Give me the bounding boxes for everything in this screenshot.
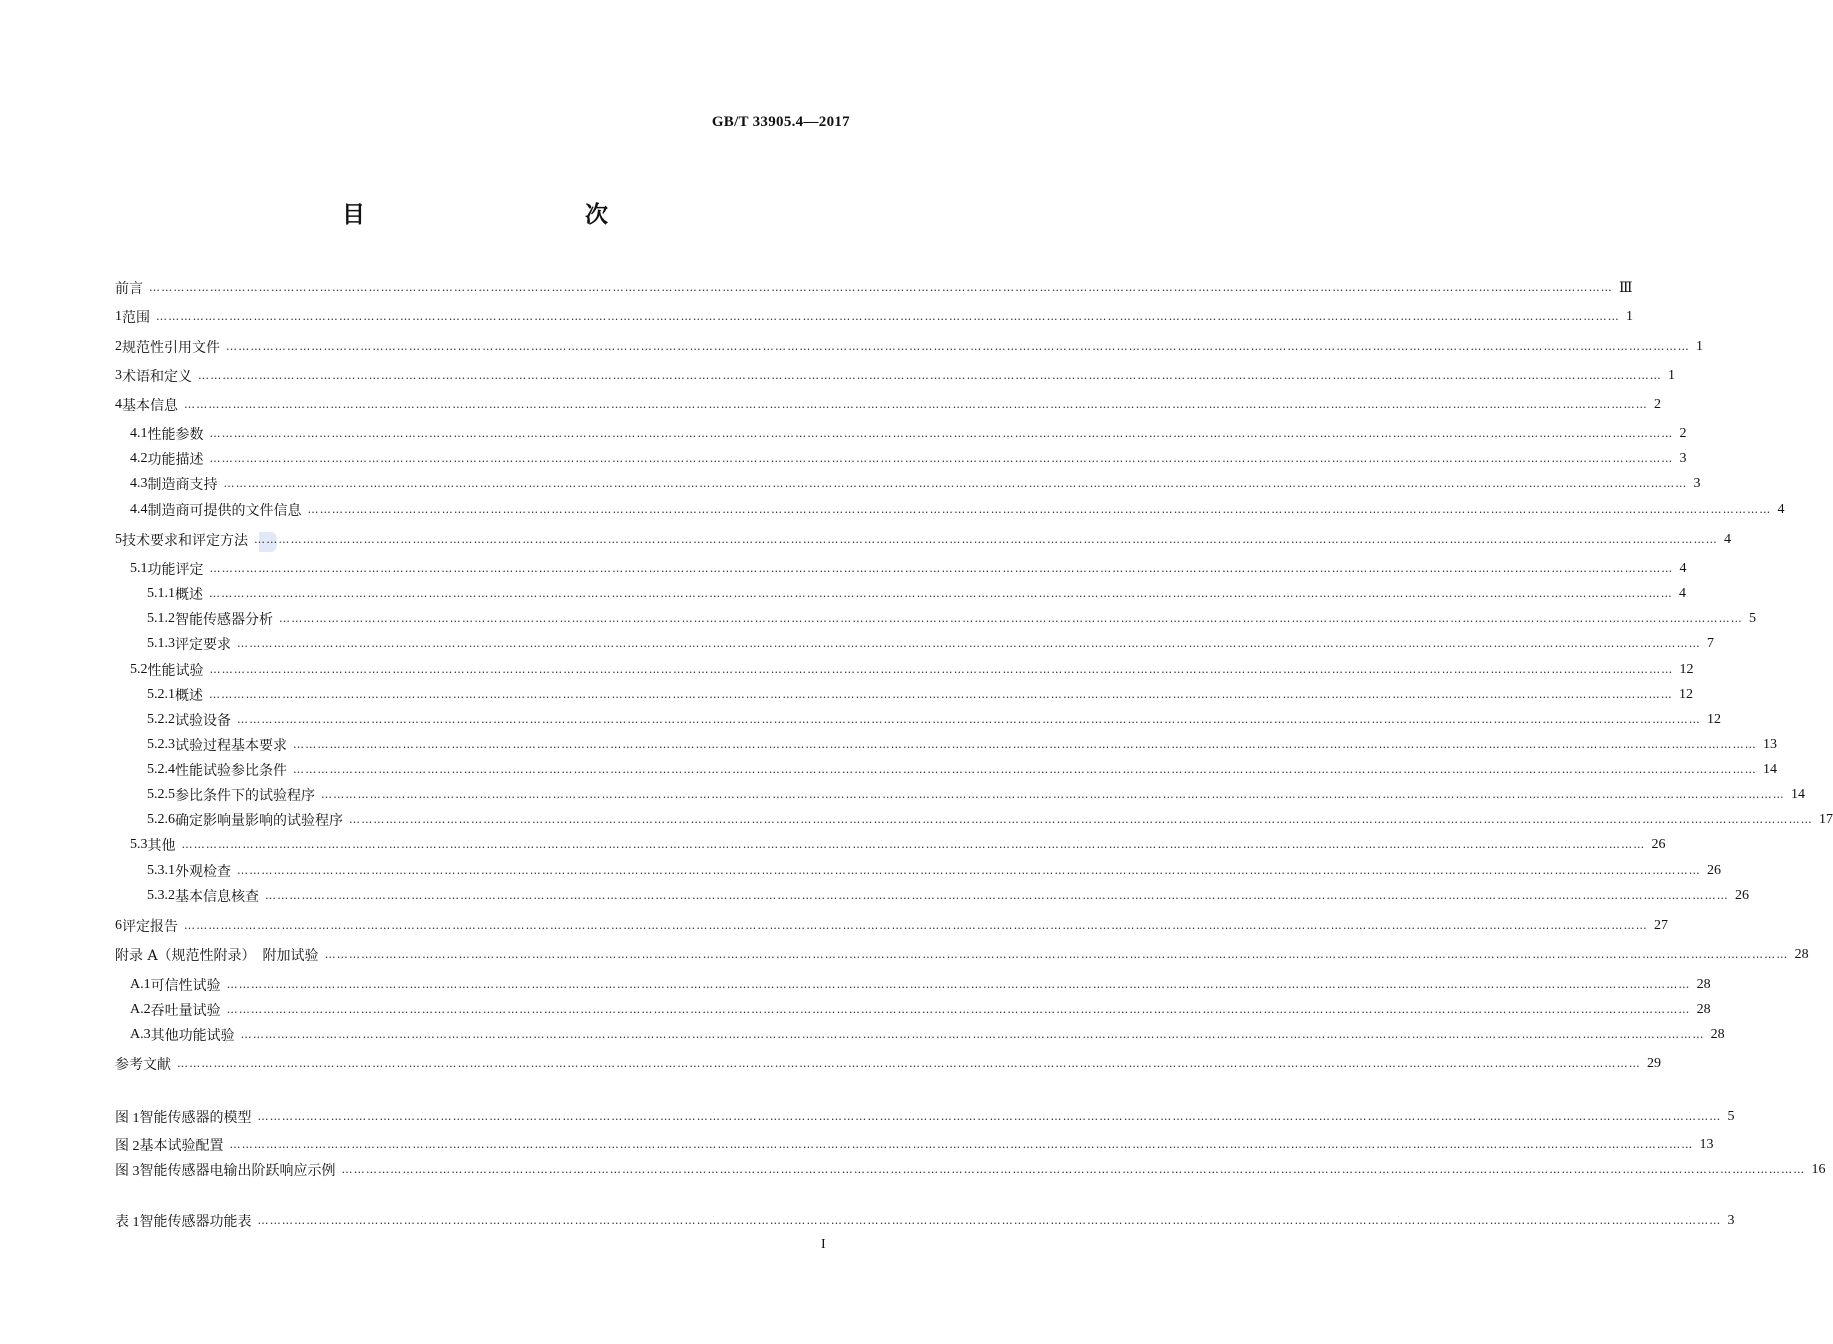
toc-entry-number: A.2 [130, 1002, 151, 1017]
toc-entry[interactable] [147, 709, 1721, 731]
toc-leader-dots: ……………………………………………………………………………………………………………………………………………………………………………………………………………………………………………………………………………………………………………………………… [181, 838, 1646, 851]
toc-entry-number: 2 [115, 339, 122, 354]
toc-entry-label: 范围 [122, 310, 150, 326]
toc-entry-label: 评定报告 [122, 919, 178, 935]
toc-entry-number: 6 [115, 918, 122, 933]
toc-entry-label: 试验设备 [175, 713, 231, 729]
toc-entry-number: 5.2.2 [147, 712, 175, 727]
toc-entry-label: 概述 [175, 587, 203, 603]
toc-entry[interactable] [115, 1210, 1735, 1232]
toc-entry-page: 26 [1651, 837, 1666, 852]
toc-entry-page: 26 [1735, 888, 1749, 903]
toc-entry-label: 附录 A（规范性附录） 附加试验 [115, 948, 319, 964]
toc-entry[interactable] [115, 336, 1703, 358]
toc-entry[interactable] [130, 558, 1687, 580]
toc-leader-dots: ……………………………………………………………………………………………………………………………………………………………………………………………………………………………………………………………………………………………………………………………… [240, 1028, 1705, 1041]
toc-entry[interactable] [147, 759, 1777, 781]
toc-leader-dots: ……………………………………………………………………………………………………………………………………………………………………………………………………………………………………………………………………………………………………………………………… [237, 864, 1701, 877]
toc-leader-dots: ……………………………………………………………………………………………………………………………………………………………………………………………………………………………………………………………………………………………………………………………… [209, 587, 1673, 600]
toc-entry-page: 13 [1763, 737, 1777, 752]
toc-entry[interactable] [130, 499, 1785, 521]
toc-entry-page: 7 [1707, 636, 1714, 651]
toc-entry-label: 试验过程基本要求 [175, 738, 287, 754]
toc-entry-label: 智能传感器的模型 [139, 1110, 252, 1126]
toc-leader-dots: ……………………………………………………………………………………………………………………………………………………………………………………………………………………………………………………………………………………………………………………………… [254, 533, 1718, 546]
toc-leader-dots: ……………………………………………………………………………………………………………………………………………………………………………………………………………………………………………………………………………………………………………………………… [226, 1003, 1691, 1016]
toc-entry-page: 28 [1696, 1002, 1711, 1017]
toc-entry[interactable] [130, 473, 1701, 495]
toc-entry-number: 5 [115, 532, 122, 547]
toc-entry-label: 技术要求和评定方法 [122, 533, 248, 549]
toc-leader-dots: ……………………………………………………………………………………………………………………………………………………………………………………………………………………………………………………………………………………………………………………………… [209, 452, 1674, 465]
toc-entry-number: 5.3.2 [147, 888, 175, 903]
toc-entry-page: 1 [1696, 339, 1703, 354]
toc-entry-page: 1 [1668, 368, 1675, 383]
toc-entry-page: 5 [1749, 611, 1756, 626]
toc-leader-dots: ……………………………………………………………………………………………………………………………………………………………………………………………………………………………………………………………………………………………………………………………… [341, 1163, 1806, 1176]
toc-entry-label: 功能描述 [147, 452, 204, 468]
toc-entry-number: 5.1 [130, 561, 148, 576]
toc-entry[interactable] [115, 306, 1633, 328]
toc-leader-dots: ……………………………………………………………………………………………………………………………………………………………………………………………………………………………………………………………………………………………………………………………… [184, 398, 1648, 411]
toc-entry[interactable] [130, 423, 1687, 445]
toc-leader-dots: ……………………………………………………………………………………………………………………………………………………………………………………………………………………………………………………………………………………………………………………………… [237, 637, 1701, 650]
toc-entry-number: 5.2.4 [147, 762, 175, 777]
toc-entry-page: 29 [1647, 1056, 1661, 1071]
toc-entry-label: 基本信息 [122, 398, 178, 414]
toc-leader-dots: ……………………………………………………………………………………………………………………………………………………………………………………………………………………………………………………………………………………………………………………………… [229, 1138, 1694, 1151]
toc-leader-dots: ……………………………………………………………………………………………………………………………………………………………………………………………………………………………………………………………………………………………………………………………… [257, 1214, 1722, 1227]
toc-entry[interactable] [130, 448, 1687, 470]
toc-entry-label: 智能传感器功能表 [139, 1214, 252, 1230]
toc-entry-label: 智能传感器分析 [175, 612, 273, 628]
toc-entry[interactable] [147, 734, 1777, 756]
toc-leader-dots: ……………………………………………………………………………………………………………………………………………………………………………………………………………………………………………………………………………………………………………………………… [226, 340, 1690, 353]
toc-entry-page: 16 [1811, 1162, 1826, 1177]
toc-leader-dots: ……………………………………………………………………………………………………………………………………………………………………………………………………………………………………………………………………………………………………………………………… [156, 310, 1620, 323]
toc-entry-page: 28 [1794, 947, 1809, 962]
toc-entry-label: 基本试验配置 [139, 1138, 224, 1154]
toc-entry-label: 术语和定义 [122, 369, 192, 385]
toc-entry-page: 3 [1727, 1213, 1735, 1228]
toc-entry-number: 4 [115, 397, 122, 412]
toc-entry-number: 5.3.1 [147, 863, 175, 878]
toc-entry[interactable] [115, 394, 1661, 416]
toc-entry-label: 前言 [115, 281, 143, 297]
toc-leader-dots: ……………………………………………………………………………………………………………………………………………………………………………………………………………………………………………………………………………………………………………………………… [237, 713, 1701, 726]
toc-entry-label: 吞吐量试验 [150, 1003, 221, 1019]
toc-entry[interactable] [147, 784, 1805, 806]
toc-entry-number: 1 [115, 309, 122, 324]
toc-entry-number: 5.3 [130, 837, 148, 852]
toc-entry-page: 4 [1679, 586, 1686, 601]
toc-entry[interactable] [115, 277, 1633, 299]
toc-entry[interactable] [147, 583, 1686, 605]
toc-entry-number: 5.2.1 [147, 687, 175, 702]
toc-entry-label: 制造商支持 [147, 477, 218, 493]
toc-entry-number: 5.2.5 [147, 787, 175, 802]
toc-entry-page: 1 [1626, 309, 1633, 324]
toc-entry-number: 3 [115, 368, 122, 383]
toc-entry[interactable] [130, 974, 1711, 996]
toc-entry[interactable] [115, 1134, 1714, 1156]
toc-entry-label: 规范性引用文件 [122, 340, 220, 356]
toc-leader-dots: ……………………………………………………………………………………………………………………………………………………………………………………………………………………………………………………………………………………………………………………………… [223, 477, 1688, 490]
toc-entry-page: 12 [1707, 712, 1721, 727]
toc-leader-dots: ……………………………………………………………………………………………………………………………………………………………………………………………………………………………………………………………………………………………………………………………… [209, 427, 1674, 440]
toc-leader-dots: ……………………………………………………………………………………………………………………………………………………………………………………………………………………………………………………………………………………………………………………………… [293, 763, 1757, 776]
toc-leader-dots: ……………………………………………………………………………………………………………………………………………………………………………………………………………………………………………………………………………………………………………………………… [198, 369, 1662, 382]
toc-entry-label: 性能试验参比条件 [175, 763, 287, 779]
toc-leader-dots: ……………………………………………………………………………………………………………………………………………………………………………………………………………………………………………………………………………………………………………………………… [209, 562, 1674, 575]
toc-leader-dots: ……………………………………………………………………………………………………………………………………………………………………………………………………………………………………………………………………………………………………………………………… [293, 738, 1757, 751]
standard-code: GB/T 33905.4—2017 [711, 114, 850, 130]
toc-entry-page: 4 [1777, 502, 1785, 517]
toc-entry[interactable] [115, 915, 1668, 937]
page-number: I [821, 1237, 826, 1252]
toc-leader-dots: ……………………………………………………………………………………………………………………………………………………………………………………………………………………………………………………………………………………………………………………………… [307, 503, 1772, 516]
toc-entry-number: 表 1 [115, 1215, 140, 1230]
toc-entry-page: 14 [1791, 787, 1805, 802]
toc-entry-number: 5.2 [130, 662, 148, 677]
toc-entry[interactable] [115, 529, 1731, 551]
toc-entry-label: 外观检查 [175, 864, 231, 880]
toc-entry-label: 性能试验 [147, 663, 204, 679]
toc-entry-number: 图 3 [115, 1164, 140, 1179]
toc-leader-dots: ……………………………………………………………………………………………………………………………………………………………………………………………………………………………………………………………………………………………………………………………… [279, 612, 1743, 625]
toc-entry[interactable] [130, 659, 1694, 681]
toc-entry[interactable] [115, 365, 1675, 387]
toc-entry-number: 5.2.6 [147, 812, 175, 827]
toc-entry[interactable] [147, 885, 1749, 907]
toc-entry[interactable] [130, 834, 1666, 856]
toc-entry-label: 智能传感器电输出阶跃响应示例 [139, 1163, 336, 1179]
toc-entry-number: 4.1 [130, 426, 148, 441]
toc-leader-dots: ……………………………………………………………………………………………………………………………………………………………………………………………………………………………………………………………………………………………………………………………… [324, 948, 1789, 961]
toc-leader-dots: ……………………………………………………………………………………………………………………………………………………………………………………………………………………………………………………………………………………………………………………………… [321, 788, 1785, 801]
toc-entry-number: 图 2 [115, 1139, 140, 1154]
toc-entry[interactable] [115, 944, 1809, 966]
toc-leader-dots: ……………………………………………………………………………………………………………………………………………………………………………………………………………………………………………………………………………………………………………………………… [209, 663, 1674, 676]
toc-entry-label: 功能评定 [147, 562, 204, 578]
toc-leader-dots: ……………………………………………………………………………………………………………………………………………………………………………………………………………………………………………………………………………………………………………………………… [177, 1057, 1641, 1070]
toc-entry-number: 4.4 [130, 502, 148, 517]
toc-entry[interactable] [147, 684, 1693, 706]
toc-entry-page: 5 [1727, 1109, 1735, 1124]
toc-entry[interactable] [130, 1024, 1725, 1046]
toc-entry-number: 5.2.3 [147, 737, 175, 752]
toc-entry-page: 12 [1679, 687, 1693, 702]
toc-entry-page: 4 [1724, 532, 1731, 547]
toc-entry-label: 性能参数 [147, 427, 204, 443]
toc-leader-dots: ……………………………………………………………………………………………………………………………………………………………………………………………………………………………………………………………………………………………………………………………… [226, 978, 1691, 991]
toc-entry-page: 3 [1693, 476, 1701, 491]
toc-entry-page: 26 [1707, 863, 1721, 878]
toc-entry-page: 3 [1679, 451, 1687, 466]
toc-entry-label: 其他 [147, 838, 176, 854]
toc-entry[interactable] [130, 999, 1711, 1021]
toc-entry-page: 2 [1679, 426, 1687, 441]
toc-entry-label: 评定要求 [175, 637, 231, 653]
toc-entry-page: 17 [1819, 812, 1833, 827]
toc-entry-number: A.1 [130, 977, 151, 992]
toc-leader-dots: ……………………………………………………………………………………………………………………………………………………………………………………………………………………………………………………………………………………………………………………………… [209, 688, 1673, 701]
toc-entry[interactable] [147, 860, 1721, 882]
toc-entry-label: 制造商可提供的文件信息 [147, 503, 302, 519]
toc-entry-label: 可信性试验 [150, 978, 221, 994]
toc-entry-page: Ⅲ [1619, 280, 1633, 296]
toc-entry-label: 确定影响量影响的试验程序 [175, 813, 343, 829]
toc-entry[interactable] [147, 608, 1756, 630]
toc-entry-page: 28 [1710, 1027, 1725, 1042]
toc-entry[interactable] [147, 633, 1714, 655]
toc-leader-dots: ……………………………………………………………………………………………………………………………………………………………………………………………………………………………………………………………………………………………………………………………… [184, 919, 1648, 932]
toc-entry-page: 4 [1679, 561, 1687, 576]
toc-entry-number: 5.1.1 [147, 586, 175, 601]
toc-entry-number: 5.1.2 [147, 611, 175, 626]
toc-entry-label: 基本信息核查 [175, 889, 259, 905]
toc-entry-label: 概述 [175, 688, 203, 704]
toc-entry[interactable] [115, 1053, 1661, 1075]
toc-leader-dots: ……………………………………………………………………………………………………………………………………………………………………………………………………………………………………………………………………………………………………………………………… [257, 1110, 1722, 1123]
toc-entry-number: 5.1.3 [147, 636, 175, 651]
toc-entry-page: 14 [1763, 762, 1777, 777]
toc-entry-page: 28 [1696, 977, 1711, 992]
toc-entry[interactable] [147, 809, 1833, 831]
toc-entry-number: A.3 [130, 1027, 151, 1042]
toc-leader-dots: ……………………………………………………………………………………………………………………………………………………………………………………………………………………………………………………………………………………………………………………………… [265, 889, 1729, 902]
toc-entry-label: 参比条件下的试验程序 [175, 788, 315, 804]
toc-leader-dots: ……………………………………………………………………………………………………………………………………………………………………………………………………………………………………………………………………………………………………………………………… [149, 281, 1613, 294]
toc-entry-number: 4.2 [130, 451, 148, 466]
toc-entry-label: 参考文献 [115, 1057, 171, 1073]
toc-entry-number: 4.3 [130, 476, 148, 491]
toc-entry-page: 2 [1654, 397, 1661, 412]
toc-entry-page: 13 [1699, 1137, 1714, 1152]
page-title: 目 次 [342, 202, 666, 228]
toc-entry[interactable] [115, 1159, 1826, 1181]
toc-entry-page: 12 [1679, 662, 1694, 677]
toc-entry-page: 27 [1654, 918, 1668, 933]
toc-entry-label: 其他功能试验 [150, 1028, 235, 1044]
toc-entry-number: 图 1 [115, 1111, 140, 1126]
toc-leader-dots: ……………………………………………………………………………………………………………………………………………………………………………………………………………………………………………………………………………………………………………………………… [349, 813, 1813, 826]
toc-entry[interactable] [115, 1106, 1735, 1128]
